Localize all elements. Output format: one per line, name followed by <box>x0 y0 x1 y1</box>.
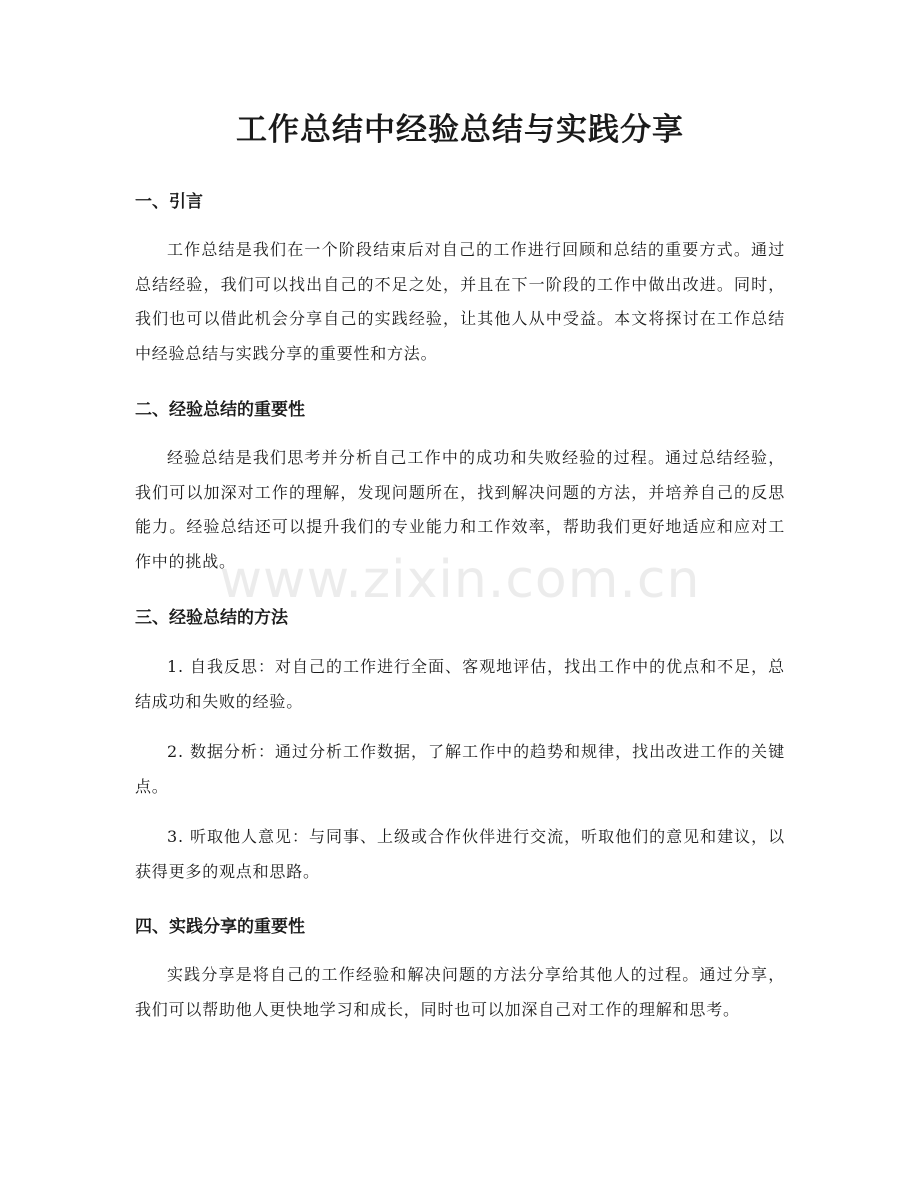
section-heading-introduction: 一、引言 <box>135 192 203 212</box>
list-item-data-analysis: 2. 数据分析：通过分析工作数据，了解工作中的趋势和规律，找出改进工作的关键点。 <box>135 742 785 796</box>
paragraph-practice-sharing: 实践分享是将自己的工作经验和解决问题的方法分享给其他人的过程。通过分享，我们可以帮助他人更快地学习和成长，同时也可以加深自己对工作的理解和思考。 <box>135 965 785 1019</box>
list-item-listen-to-others: 3. 听取他人意见：与同事、上级或合作伙伴进行交流，听取他们的意见和建议，以获得更多的观点和思路。 <box>135 827 785 881</box>
paragraph-introduction: 工作总结是我们在一个阶段结束后对自己的工作进行回顾和总结的重要方式。通过总结经验，我们可以找出自己的不足之处，并且在下一阶段的工作中做出改进。同时，我们也可以借此机会分享自己的实践经验，让其他人从中受益。本文将探讨在工作总结中经验总结与实践分享的重要性和方法。 <box>135 240 785 363</box>
list-item-self-reflection: 1. 自我反思：对自己的工作进行全面、客观地评估，找出工作中的优点和不足，总结成功和失败的经验。 <box>135 657 785 711</box>
watermark-text: www.zixin.com.cn <box>219 550 701 610</box>
paragraph-importance: 经验总结是我们思考并分析自己工作中的成功和失败经验的过程。通过总结经验，我们可以加深对工作的理解，发现问题所在，找到解决问题的方法，并培养自己的反思能力。经验总结还可以提升我们的专业能力和工作效率，帮助我们更好地适应和应对工作中的挑战。 <box>135 448 785 571</box>
section-heading-practice-sharing: 四、实践分享的重要性 <box>135 917 305 937</box>
section-heading-methods: 三、经验总结的方法 <box>135 608 288 628</box>
section-heading-importance: 二、经验总结的重要性 <box>135 400 305 420</box>
document-title: 工作总结中经验总结与实践分享 <box>236 112 684 148</box>
